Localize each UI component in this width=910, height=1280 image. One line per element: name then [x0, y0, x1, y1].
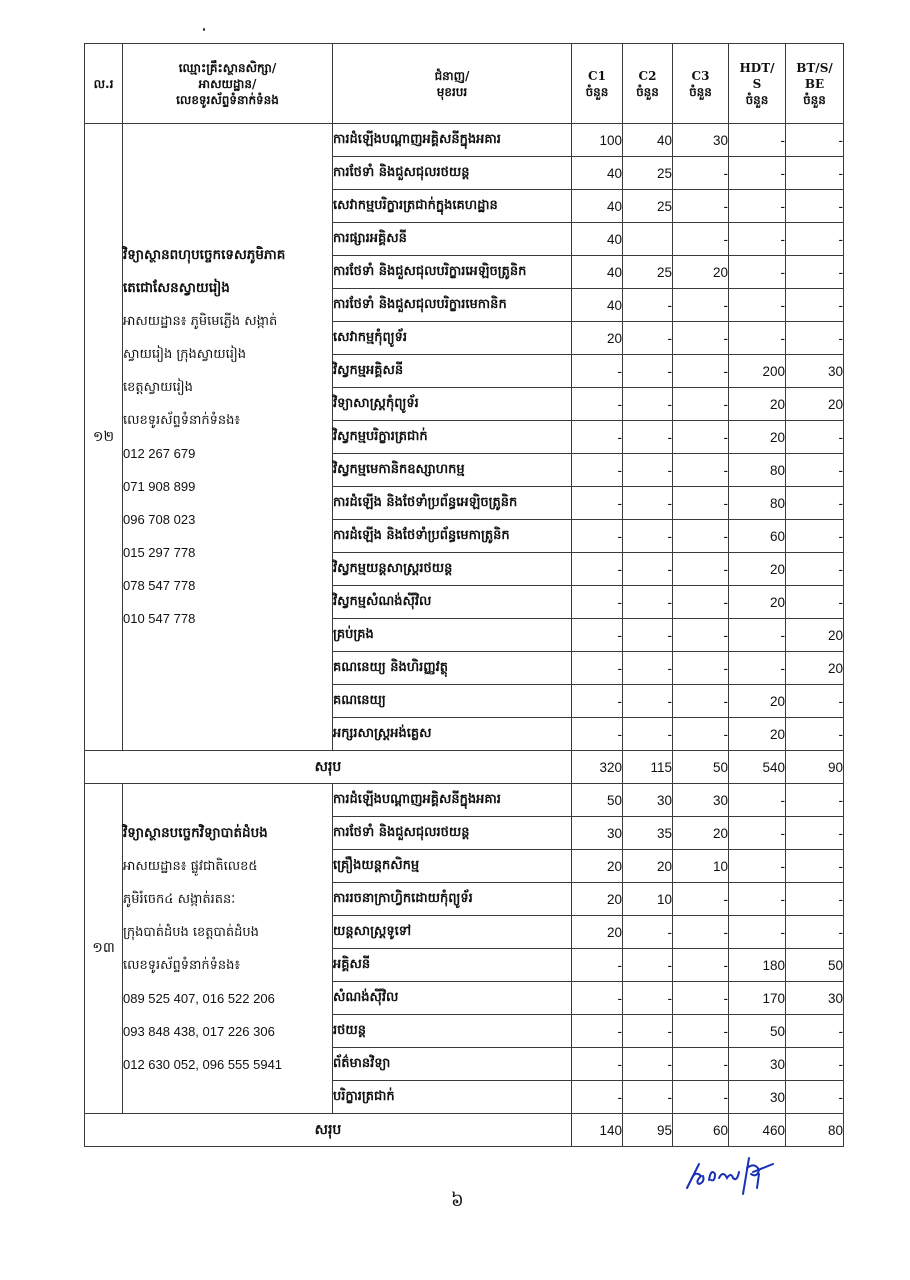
institution-name: វិទ្យាស្ថានពហុបច្ចេកទេសភូមិភាគ: [123, 247, 286, 263]
value-c2: -: [623, 1048, 673, 1081]
value-hdt: -: [729, 652, 786, 685]
institution-address-line: ភូមិរំចេក៤ សង្កាត់រតនៈ: [123, 891, 236, 907]
value-bt: -: [786, 289, 844, 322]
value-c2: 25: [623, 256, 673, 289]
value-c2: 25: [623, 190, 673, 223]
value-c1: 100: [572, 124, 623, 157]
value-c3: -: [673, 454, 729, 487]
value-hdt: -: [729, 850, 786, 883]
skill-name: យន្តសាស្រ្តទូទៅ: [333, 916, 572, 949]
institution-phone: 015 297 778: [123, 545, 196, 560]
value-hdt: 20: [729, 586, 786, 619]
value-c2: -: [623, 586, 673, 619]
value-c1: 40: [572, 157, 623, 190]
value-hdt: 170: [729, 982, 786, 1015]
header-c2: C2 ចំនួន: [623, 44, 673, 124]
value-c1: -: [572, 355, 623, 388]
table-row: [85, 124, 844, 157]
value-c1: 20: [572, 322, 623, 355]
total-c3: 50: [673, 751, 729, 784]
total-c3: 60: [673, 1114, 729, 1147]
skill-name: វិស្វកម្មអគ្គិសនី: [333, 355, 572, 388]
value-c3: -: [673, 619, 729, 652]
value-c1: 40: [572, 190, 623, 223]
value-c3: 20: [673, 817, 729, 850]
value-c1: -: [572, 949, 623, 982]
value-hdt: 60: [729, 520, 786, 553]
skill-name: វិស្វកម្មមេកានិកឧស្សាហកម្ម: [333, 454, 572, 487]
skill-name: គណនេយ្យ: [333, 685, 572, 718]
value-c3: 30: [673, 784, 729, 817]
header-index: ល.រ: [85, 44, 123, 124]
skill-name: ការដំឡើងបណ្តាញអគ្គិសនីក្នុងអគារ: [333, 784, 572, 817]
institution-phone: 010 547 778: [123, 611, 196, 626]
institution-address-line: អាសយដ្ឋាន៖ ភូមិមេភ្លើង សង្កាត់: [123, 314, 278, 329]
value-c3: -: [673, 1048, 729, 1081]
table-header-row: [85, 44, 844, 124]
value-bt: 20: [786, 652, 844, 685]
value-bt: -: [786, 685, 844, 718]
row-index: ១៣: [85, 784, 123, 1114]
header-institution: ឈ្មោះគ្រឹះស្ថានសិក្សា/ អាសយដ្ឋាន/ លេខទូរស័ព្ទទំនាក់ទំនង: [123, 44, 333, 124]
skill-name: វិស្វកម្មសំណង់ស៊ីវិល: [333, 586, 572, 619]
total-c1: 140: [572, 1114, 623, 1147]
value-c3: -: [673, 487, 729, 520]
total-hdt: 460: [729, 1114, 786, 1147]
value-c3: -: [673, 355, 729, 388]
total-c2: 95: [623, 1114, 673, 1147]
value-c3: -: [673, 586, 729, 619]
value-c1: -: [572, 1048, 623, 1081]
value-c2: -: [623, 652, 673, 685]
value-c3: -: [673, 1015, 729, 1048]
row-index: ១២: [85, 124, 123, 751]
value-c2: 30: [623, 784, 673, 817]
skill-name: ការថែទាំ និងជួសជុលបរិក្ខារមេកានិក: [333, 289, 572, 322]
header-c3: C3 ចំនួន: [673, 44, 729, 124]
value-c2: -: [623, 718, 673, 751]
value-c3: -: [673, 652, 729, 685]
skill-name: ការថែទាំ និងជួសជុលរថយន្ត: [333, 817, 572, 850]
value-hdt: 20: [729, 421, 786, 454]
value-hdt: -: [729, 157, 786, 190]
page-number: ៦: [451, 1190, 464, 1211]
value-c2: -: [623, 1015, 673, 1048]
skill-name: វិស្វកម្មបរិក្ខារត្រជាក់: [333, 421, 572, 454]
value-hdt: -: [729, 190, 786, 223]
value-c3: -: [673, 685, 729, 718]
skill-name: សេវាកម្មបរិក្ខារត្រជាក់ក្នុងគេហដ្ឋាន: [333, 190, 572, 223]
value-bt: -: [786, 487, 844, 520]
total-row: [85, 751, 844, 784]
value-c2: -: [623, 520, 673, 553]
value-bt: 20: [786, 388, 844, 421]
skill-name: បរិក្ខារត្រជាក់: [333, 1081, 572, 1114]
value-c3: -: [673, 1081, 729, 1114]
value-c1: 30: [572, 817, 623, 850]
value-c1: 40: [572, 223, 623, 256]
value-c2: 10: [623, 883, 673, 916]
value-bt: -: [786, 520, 844, 553]
table-row: [85, 784, 844, 817]
value-hdt: 30: [729, 1081, 786, 1114]
value-c2: 25: [623, 157, 673, 190]
value-bt: -: [786, 883, 844, 916]
total-hdt: 540: [729, 751, 786, 784]
value-c2: -: [623, 1081, 673, 1114]
skill-name: សេវាកម្មកុំព្យូទ័រ: [333, 322, 572, 355]
value-c2: -: [623, 949, 673, 982]
value-c3: -: [673, 190, 729, 223]
header-c1: C1 ចំនួន: [572, 44, 623, 124]
value-c3: -: [673, 520, 729, 553]
skill-name: អក្សរសាស្រ្តអង់គ្លេស: [333, 718, 572, 751]
skill-name: រថយន្ត: [333, 1015, 572, 1048]
value-bt: -: [786, 190, 844, 223]
value-c1: -: [572, 553, 623, 586]
value-c2: 35: [623, 817, 673, 850]
value-c3: -: [673, 949, 729, 982]
institution-address-line: ស្វាយរៀង ក្រុងស្វាយរៀង: [123, 347, 247, 362]
value-hdt: -: [729, 817, 786, 850]
value-c1: -: [572, 520, 623, 553]
skill-name: គ្រប់គ្រង: [333, 619, 572, 652]
value-c3: -: [673, 322, 729, 355]
value-bt: -: [786, 223, 844, 256]
value-hdt: -: [729, 322, 786, 355]
value-hdt: -: [729, 223, 786, 256]
value-bt: -: [786, 256, 844, 289]
value-c3: 10: [673, 850, 729, 883]
institution-cell: [123, 784, 333, 1114]
skill-name: គណនេយ្យ និងហិរញ្ញវត្ថុ: [333, 652, 572, 685]
total-c2: 115: [623, 751, 673, 784]
value-c2: -: [623, 421, 673, 454]
value-hdt: -: [729, 784, 786, 817]
skill-name: សំណង់ស៊ីវិល: [333, 982, 572, 1015]
value-c2: -: [623, 355, 673, 388]
value-bt: 50: [786, 949, 844, 982]
value-c3: -: [673, 982, 729, 1015]
value-hdt: -: [729, 256, 786, 289]
value-c3: -: [673, 916, 729, 949]
value-bt: -: [786, 421, 844, 454]
skill-name: អគ្គិសនី: [333, 949, 572, 982]
value-c2: -: [623, 322, 673, 355]
value-hdt: -: [729, 883, 786, 916]
value-bt: 20: [786, 619, 844, 652]
value-c3: -: [673, 289, 729, 322]
value-c1: -: [572, 1015, 623, 1048]
value-bt: -: [786, 784, 844, 817]
value-c2: -: [623, 487, 673, 520]
skill-name: ការថែទាំ និងជួសជុលបរិក្ខារអេឡិចត្រូនិក: [333, 256, 572, 289]
institution-address-line: អាសយដ្ឋាន៖ ផ្លូវជាតិលេខ៥: [123, 858, 258, 874]
value-hdt: 50: [729, 1015, 786, 1048]
training-quota-table: [84, 43, 844, 1147]
value-c3: -: [673, 883, 729, 916]
header-hdt: HDT/ S ចំនួន: [729, 44, 786, 124]
institution-phone: 078 547 778: [123, 578, 196, 593]
skill-name: គ្រឿងយន្តកសិកម្ម: [333, 850, 572, 883]
value-c1: 40: [572, 256, 623, 289]
institution-address-line: ខេត្តស្វាយរៀង: [123, 380, 193, 395]
value-c1: -: [572, 718, 623, 751]
institution-phone: 093 848 438, 017 226 306: [123, 1023, 275, 1039]
total-label: សរុប: [85, 1114, 572, 1147]
value-c1: 20: [572, 916, 623, 949]
institution-phone: 012 267 679: [123, 446, 196, 461]
institution-phone: 071 908 899: [123, 479, 196, 494]
value-hdt: 200: [729, 355, 786, 388]
value-bt: -: [786, 124, 844, 157]
value-hdt: 20: [729, 388, 786, 421]
institution-name: តេជោសែនស្វាយរៀង: [123, 280, 230, 296]
value-bt: 30: [786, 355, 844, 388]
value-hdt: 80: [729, 487, 786, 520]
value-c2: -: [623, 289, 673, 322]
value-c1: -: [572, 982, 623, 1015]
value-c1: 50: [572, 784, 623, 817]
value-c2: -: [623, 982, 673, 1015]
value-c3: -: [673, 718, 729, 751]
total-bt: 80: [786, 1114, 844, 1147]
value-c2: -: [623, 685, 673, 718]
skill-name: ការរចនាក្រាហ្វិកដោយកុំព្យូទ័រ: [333, 883, 572, 916]
institution-cell: [123, 124, 333, 751]
value-c1: 20: [572, 850, 623, 883]
value-bt: -: [786, 1081, 844, 1114]
skill-name: វិស្វកម្មយន្តសាស្រ្តរថយន្ត: [333, 553, 572, 586]
value-c2: -: [623, 619, 673, 652]
value-c3: -: [673, 157, 729, 190]
value-c2: -: [623, 454, 673, 487]
table-body: [85, 124, 844, 1147]
value-c2: 40: [623, 124, 673, 157]
value-c1: -: [572, 619, 623, 652]
value-bt: -: [786, 718, 844, 751]
institution-address-line: លេខទូរស័ព្ទទំនាក់ទំនង៖: [123, 957, 241, 973]
value-c1: 20: [572, 883, 623, 916]
value-bt: -: [786, 454, 844, 487]
value-c3: 20: [673, 256, 729, 289]
value-c1: -: [572, 487, 623, 520]
skill-name: ការថែទាំ និងជួសជុលរថយន្ត: [333, 157, 572, 190]
value-hdt: 20: [729, 553, 786, 586]
value-c3: -: [673, 553, 729, 586]
value-c1: 40: [572, 289, 623, 322]
value-c1: -: [572, 586, 623, 619]
value-c1: -: [572, 652, 623, 685]
institution-phone: 096 708 023: [123, 512, 196, 527]
handwritten-signature: [673, 1150, 783, 1200]
value-hdt: -: [729, 124, 786, 157]
value-c1: -: [572, 685, 623, 718]
value-c1: -: [572, 388, 623, 421]
value-bt: -: [786, 586, 844, 619]
value-hdt: 180: [729, 949, 786, 982]
institution-name: វិទ្យាស្ថានបច្ចេកវិទ្យាបាត់ដំបង: [123, 824, 268, 841]
value-c3: 30: [673, 124, 729, 157]
value-c3: -: [673, 421, 729, 454]
skill-name: ការដំឡើង និងថែទាំប្រព័ន្ធអេឡិចត្រូនិក: [333, 487, 572, 520]
value-bt: -: [786, 817, 844, 850]
institution-address-line: លេខទូរស័ព្ទទំនាក់ទំនង៖: [123, 413, 241, 428]
institution-phone: 089 525 407, 016 522 206: [123, 990, 275, 1006]
total-label: សរុប: [85, 751, 572, 784]
skill-name: ព័ត៌មានវិទ្យា: [333, 1048, 572, 1081]
value-hdt: 80: [729, 454, 786, 487]
scan-speck: [203, 28, 205, 31]
value-c2: 20: [623, 850, 673, 883]
value-c2: [623, 223, 673, 256]
skill-name: វិទ្យាសាស្រ្តកុំព្យូទ័រ: [333, 388, 572, 421]
value-c1: -: [572, 1081, 623, 1114]
value-c1: -: [572, 421, 623, 454]
value-bt: -: [786, 916, 844, 949]
value-c2: -: [623, 916, 673, 949]
value-bt: -: [786, 1015, 844, 1048]
value-hdt: 30: [729, 1048, 786, 1081]
value-hdt: 20: [729, 718, 786, 751]
skill-name: ការដំឡើង និងថែទាំប្រព័ន្ធមេកាត្រូនិក: [333, 520, 572, 553]
header-bt: BT/S/ BE ចំនួន: [786, 44, 844, 124]
institution-phone: 012 630 052, 096 555 5941: [123, 1056, 283, 1072]
value-bt: -: [786, 850, 844, 883]
value-c3: -: [673, 388, 729, 421]
value-hdt: 20: [729, 685, 786, 718]
value-hdt: -: [729, 619, 786, 652]
skill-name: ការដំឡើងបណ្តាញអគ្គិសនីក្នុងអគារ: [333, 124, 572, 157]
value-bt: 30: [786, 982, 844, 1015]
total-c1: 320: [572, 751, 623, 784]
value-bt: -: [786, 1048, 844, 1081]
value-hdt: -: [729, 916, 786, 949]
total-row: [85, 1114, 844, 1147]
value-c3: -: [673, 223, 729, 256]
value-bt: -: [786, 322, 844, 355]
header-skill: ជំនាញ/ មុខរបរ: [333, 44, 572, 124]
total-bt: 90: [786, 751, 844, 784]
value-bt: -: [786, 157, 844, 190]
institution-address-line: ក្រុងបាត់ដំបង ខេត្តបាត់ដំបង: [123, 924, 259, 940]
value-c2: -: [623, 388, 673, 421]
value-c2: -: [623, 553, 673, 586]
value-c1: -: [572, 454, 623, 487]
skill-name: ការផ្សារអគ្គិសនី: [333, 223, 572, 256]
value-bt: -: [786, 553, 844, 586]
value-hdt: -: [729, 289, 786, 322]
